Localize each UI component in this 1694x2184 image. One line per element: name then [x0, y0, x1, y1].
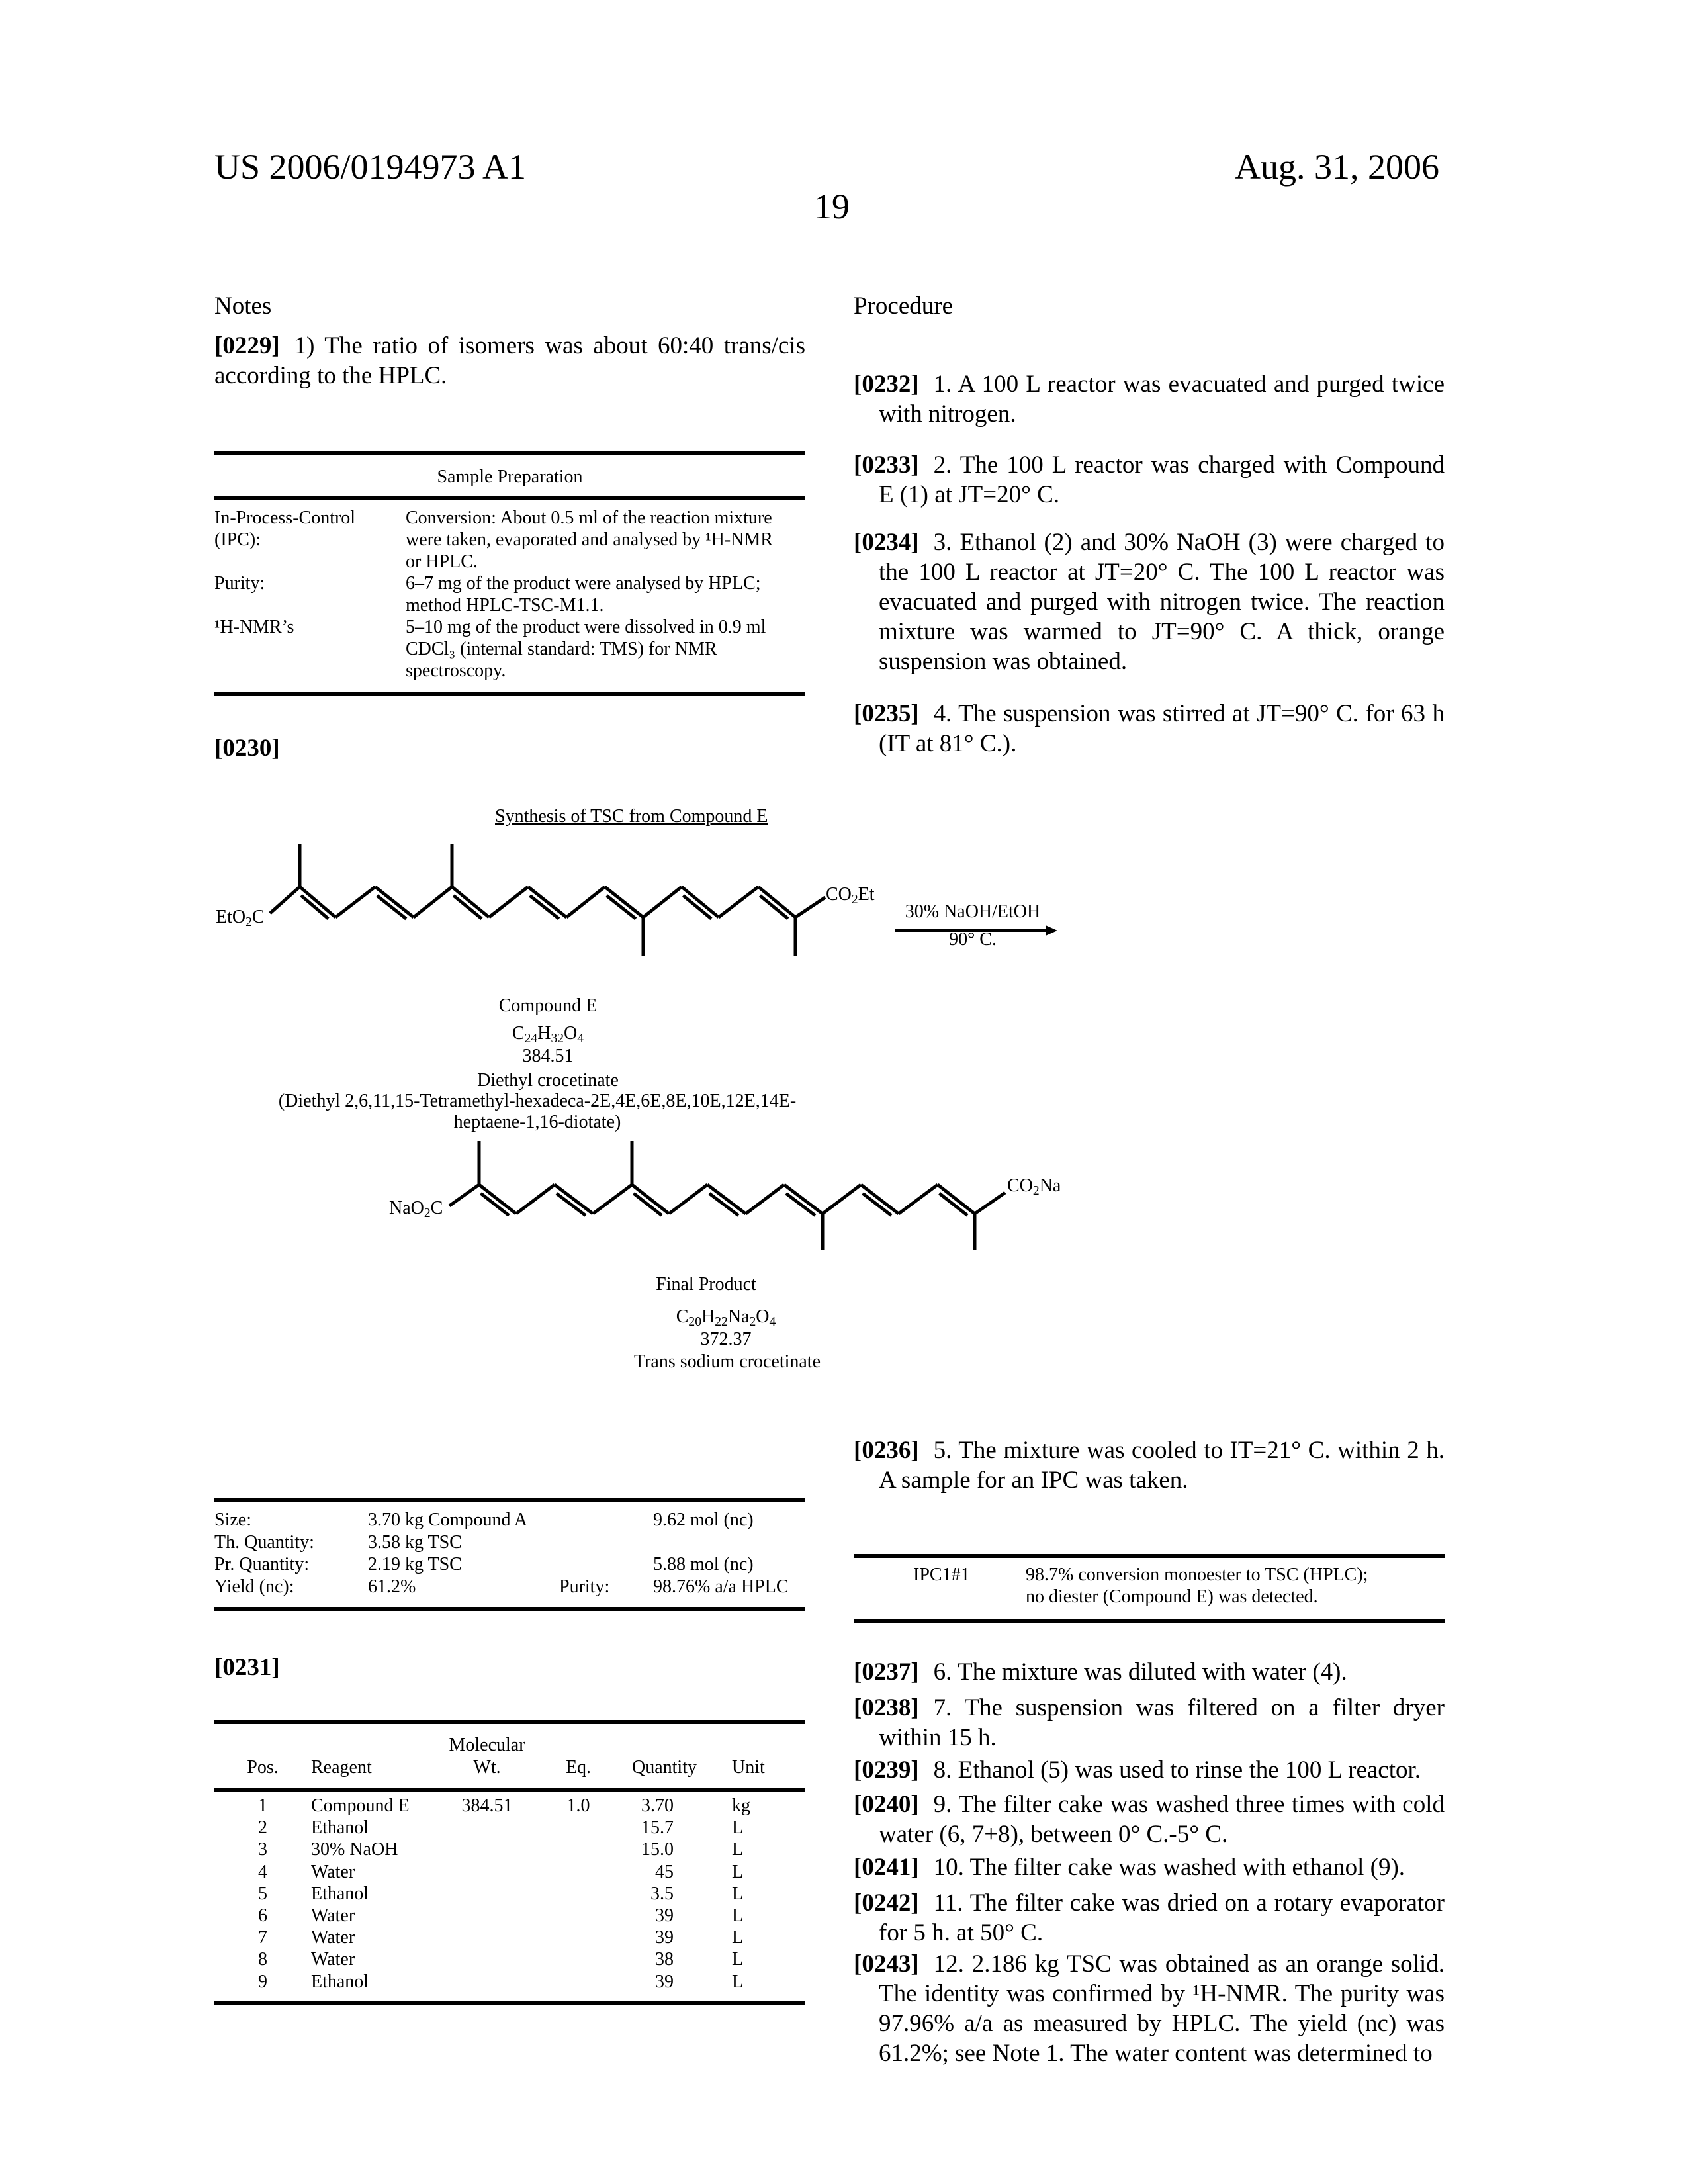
cell-reagent: 30% NaOH	[311, 1839, 398, 1860]
paragraph-number: [0236]	[854, 1437, 919, 1464]
paragraph-text: 8. Ethanol (5) was used to rinse the 100 L reactor.	[934, 1756, 1421, 1784]
summary-label: Yield (nc):	[214, 1576, 294, 1598]
cell-qty: 39	[625, 1927, 674, 1948]
row-text: CDCl₃ (internal standard: TMS) for NMR	[406, 638, 717, 660]
paragraph-text: 1) The ratio of isomers was about 60:40 trans/cis according to the HPLC.	[214, 332, 805, 389]
bond	[528, 887, 566, 917]
cell-qty: 38	[625, 1948, 674, 1970]
bond	[682, 887, 719, 917]
table-rule	[214, 1720, 805, 1724]
cell-mw: 384.51	[441, 1795, 533, 1817]
paragraph-text: 7. The suspension was filtered on a filter dryer within 15 h.	[879, 1694, 1445, 1751]
cell-qty: 15.0	[625, 1839, 674, 1860]
bond	[300, 887, 335, 917]
paragraph-0243	[854, 1949, 1445, 2068]
row-text: were taken, evaporated and analysed by ¹H-NMR	[406, 529, 773, 551]
table-rule	[214, 1788, 805, 1792]
final-product-formula: C20H22Na2O4	[594, 1306, 858, 1328]
cell-unit: L	[732, 1839, 743, 1860]
paragraph-text: 3. Ethanol (2) and 30% NaOH (3) were charged to the 100 L reactor at JT=20° C. The 100 L reactor was evacuated and purged with nitrogen twice. The reaction mixture was warmed to JT=90° C. A thick, orange suspension was obtained.	[879, 529, 1445, 675]
paragraph-0242	[854, 1888, 1445, 1948]
compound-e-structure	[0, 0, 1694, 1390]
summary-value2: 5.88 mol (nc)	[653, 1553, 754, 1575]
header-quantity: Quantity	[625, 1756, 704, 1778]
cell-reagent: Water	[311, 1905, 355, 1927]
table-title: Sample Preparation	[214, 466, 805, 488]
cell-pos: 1	[236, 1795, 289, 1817]
header-pos: Pos.	[236, 1756, 289, 1778]
paragraph-number: [0241]	[854, 1854, 919, 1881]
header-reagent: Reagent	[311, 1756, 372, 1778]
publication-date: Aug. 31, 2006	[1235, 147, 1439, 187]
header-eq: Eq.	[552, 1756, 605, 1778]
carboxylate-group-left: NaO2C	[389, 1198, 443, 1219]
bond	[632, 1185, 669, 1214]
cell-pos: 8	[236, 1948, 289, 1970]
paragraph-0238	[854, 1693, 1445, 1752]
row-label: ¹H-NMR’s	[214, 616, 294, 638]
cell-unit: L	[732, 1883, 743, 1905]
cell-unit: L	[732, 1927, 743, 1948]
carboxylate-group-right: CO2Na	[1007, 1175, 1061, 1197]
row-text: Conversion: About 0.5 ml of the reaction mixture	[406, 507, 772, 529]
paragraph-number-0231: [0231]	[214, 1653, 280, 1682]
bond	[605, 887, 643, 917]
cell-qty: 45	[625, 1861, 674, 1883]
compound-e-common-name: Diethyl crocetinate	[416, 1070, 680, 1091]
cell-qty: 39	[625, 1971, 674, 1993]
ipc-result-line2: no diester (Compound E) was detected.	[1026, 1586, 1318, 1608]
compound-e-iupac-line2: heptaene-1,16-diotate)	[206, 1112, 868, 1133]
bond	[719, 887, 758, 917]
paragraph-number: [0232]	[854, 371, 919, 398]
bond	[479, 1185, 516, 1214]
compound-e-formula: C24H32O4	[416, 1023, 680, 1044]
header-mw-line2: Wt.	[441, 1756, 533, 1778]
bond	[516, 1185, 555, 1214]
row-text: spectroscopy.	[406, 660, 506, 682]
cell-pos: 2	[236, 1817, 289, 1839]
summary-label: Size:	[214, 1509, 251, 1531]
scheme-title: Synthesis of TSC from Compound E	[495, 806, 768, 827]
bond	[489, 887, 528, 917]
bond	[938, 1185, 975, 1214]
cell-unit: L	[732, 1948, 743, 1970]
cell-reagent: Compound E	[311, 1795, 410, 1817]
notes-heading: Notes	[214, 291, 271, 321]
bond	[270, 887, 300, 913]
bond	[593, 1185, 632, 1214]
cell-qty: 3.5	[625, 1883, 674, 1905]
cell-unit: L	[732, 1905, 743, 1927]
conditions-label: 90° C.	[893, 929, 1052, 950]
summary-label: Pr. Quantity:	[214, 1553, 309, 1575]
row-text: method HPLC-TSC-M1.1.	[406, 594, 603, 616]
row-label: In-Process-Control	[214, 507, 355, 529]
paragraph-number: [0229]	[214, 332, 280, 359]
ester-group-left: EtO2C	[216, 907, 265, 928]
cell-qty: 3.70	[625, 1795, 674, 1817]
cell-reagent: Ethanol	[311, 1971, 369, 1993]
bond	[758, 887, 795, 917]
final-product-mw: 372.37	[594, 1329, 858, 1350]
reagent-label: 30% NaOH/EtOH	[893, 901, 1052, 923]
cell-reagent: Water	[311, 1948, 355, 1970]
summary-value: 2.19 kg TSC	[368, 1553, 462, 1575]
bond	[555, 1185, 593, 1214]
bond	[449, 1185, 479, 1206]
summary-value2: 9.62 mol (nc)	[653, 1509, 754, 1531]
cell-pos: 6	[236, 1905, 289, 1927]
final-product-name: Final Product	[574, 1274, 838, 1295]
bond	[784, 1185, 823, 1214]
final-product-common-name: Trans sodium crocetinate	[595, 1351, 860, 1373]
paragraph-0234	[854, 527, 1445, 676]
paragraph-number: [0238]	[854, 1694, 919, 1721]
paragraph-0240	[854, 1790, 1445, 1849]
table-rule	[214, 1607, 805, 1611]
cell-reagent: Ethanol	[311, 1817, 369, 1839]
table-rule	[214, 1498, 805, 1502]
bond	[669, 1185, 707, 1214]
compound-e-mw: 384.51	[416, 1046, 680, 1067]
bond	[795, 897, 825, 917]
bond	[823, 1185, 861, 1214]
paragraph-0241	[854, 1852, 1445, 1882]
row-text: 6–7 mg of the product were analysed by HPLC;	[406, 572, 761, 594]
cell-qty: 39	[625, 1905, 674, 1927]
paragraph-number: [0237]	[854, 1659, 919, 1686]
bond	[707, 1185, 746, 1214]
table-rule	[214, 2001, 805, 2005]
compound-e-iupac-line1: (Diethyl 2,6,11,15-Tetramethyl-hexadeca-2E,4E,6E,8E,10E,12E,14E-	[206, 1091, 868, 1112]
paragraph-number: [0233]	[854, 451, 919, 478]
paragraph-number: [0239]	[854, 1756, 919, 1784]
row-text: or HPLC.	[406, 551, 478, 572]
ester-group-right: CO2Et	[826, 884, 875, 905]
compound-e-name: Compound E	[416, 995, 680, 1017]
paragraph-0233	[854, 450, 1445, 510]
bond	[335, 887, 375, 917]
bond	[452, 887, 489, 917]
paragraph-text: 1. A 100 L reactor was evacuated and purged twice with nitrogen.	[879, 371, 1445, 428]
bond	[861, 1185, 899, 1214]
bond	[899, 1185, 938, 1214]
page-number: 19	[814, 187, 850, 226]
paragraph-number-0230: [0230]	[214, 733, 280, 763]
table-rule	[854, 1554, 1445, 1558]
row-label: Purity:	[214, 572, 265, 594]
cell-reagent: Water	[311, 1927, 355, 1948]
paragraph-text: 12. 2.186 kg TSC was obtained as an orange solid. The identity was confirmed by ¹H-NMR. The purity was 97.96% a/a as measured by HPLC. The yield (nc) was 61.2%; see Note 1. The water content was determined to	[879, 1950, 1445, 2067]
header-unit: Unit	[732, 1756, 765, 1778]
header-mw-line1: Molecular	[441, 1734, 533, 1756]
summary-label2: Purity:	[559, 1576, 609, 1598]
summary-value: 61.2%	[368, 1576, 416, 1598]
cell-unit: L	[732, 1971, 743, 1993]
bond	[643, 887, 682, 917]
bond	[414, 887, 452, 917]
paragraph-0237	[854, 1657, 1445, 1687]
cell-reagent: Ethanol	[311, 1883, 369, 1905]
paragraph-number: [0234]	[854, 529, 919, 556]
paragraph-number: [0242]	[854, 1889, 919, 1917]
cell-unit: L	[732, 1861, 743, 1883]
cell-pos: 9	[236, 1971, 289, 1993]
paragraph-number: [0235]	[854, 700, 919, 727]
paragraph-text: 6. The mixture was diluted with water (4).	[934, 1659, 1347, 1686]
paragraph-number: [0243]	[854, 1950, 919, 1978]
patent-number: US 2006/0194973 A1	[214, 147, 526, 187]
table-rule	[854, 1619, 1445, 1623]
paragraph-text: 9. The filter cake was washed three times with cold water (6, 7+8), between 0° C.-5° C.	[879, 1791, 1445, 1848]
summary-label: Th. Quantity:	[214, 1531, 314, 1553]
paragraph-text: 5. The mixture was cooled to IT=21° C. within 2 h. A sample for an IPC was taken.	[879, 1437, 1445, 1494]
summary-value2: 98.76% a/a HPLC	[653, 1576, 789, 1598]
paragraph-text: 11. The filter cake was dried on a rotary evaporator for 5 h. at 50° C.	[879, 1889, 1445, 1946]
paragraph-number: [0240]	[854, 1791, 919, 1818]
cell-qty: 15.7	[625, 1817, 674, 1839]
cell-pos: 3	[236, 1839, 289, 1860]
paragraph-0236	[854, 1435, 1445, 1495]
cell-pos: 4	[236, 1861, 289, 1883]
summary-value: 3.70 kg Compound A	[368, 1509, 527, 1531]
row-text: 5–10 mg of the product were dissolved in 0.9 ml	[406, 616, 766, 638]
bond	[566, 887, 605, 917]
procedure-heading: Procedure	[854, 291, 953, 321]
cell-reagent: Water	[311, 1861, 355, 1883]
bond	[375, 887, 414, 917]
ipc-label: IPC1#1	[913, 1564, 970, 1586]
paragraph-text: 2. The 100 L reactor was charged with Compound E (1) at JT=20° C.	[879, 451, 1445, 508]
cell-pos: 5	[236, 1883, 289, 1905]
paragraph-0239	[854, 1755, 1445, 1785]
cell-pos: 7	[236, 1927, 289, 1948]
paragraph-text: 10. The filter cake was washed with ethanol (9).	[934, 1854, 1405, 1881]
cell-unit: kg	[732, 1795, 750, 1817]
paragraph-text: 4. The suspension was stirred at JT=90° C. for 63 h (IT at 81° C.).	[879, 700, 1445, 757]
cell-eq: 1.0	[552, 1795, 605, 1817]
paragraph-0232	[854, 369, 1445, 429]
summary-value: 3.58 kg TSC	[368, 1531, 462, 1553]
cell-unit: L	[732, 1817, 743, 1839]
bond	[746, 1185, 784, 1214]
paragraph-0235	[854, 699, 1445, 758]
row-label: (IPC):	[214, 529, 261, 551]
ipc-result-line1: 98.7% conversion monoester to TSC (HPLC);	[1026, 1564, 1368, 1586]
bond	[975, 1193, 1005, 1214]
